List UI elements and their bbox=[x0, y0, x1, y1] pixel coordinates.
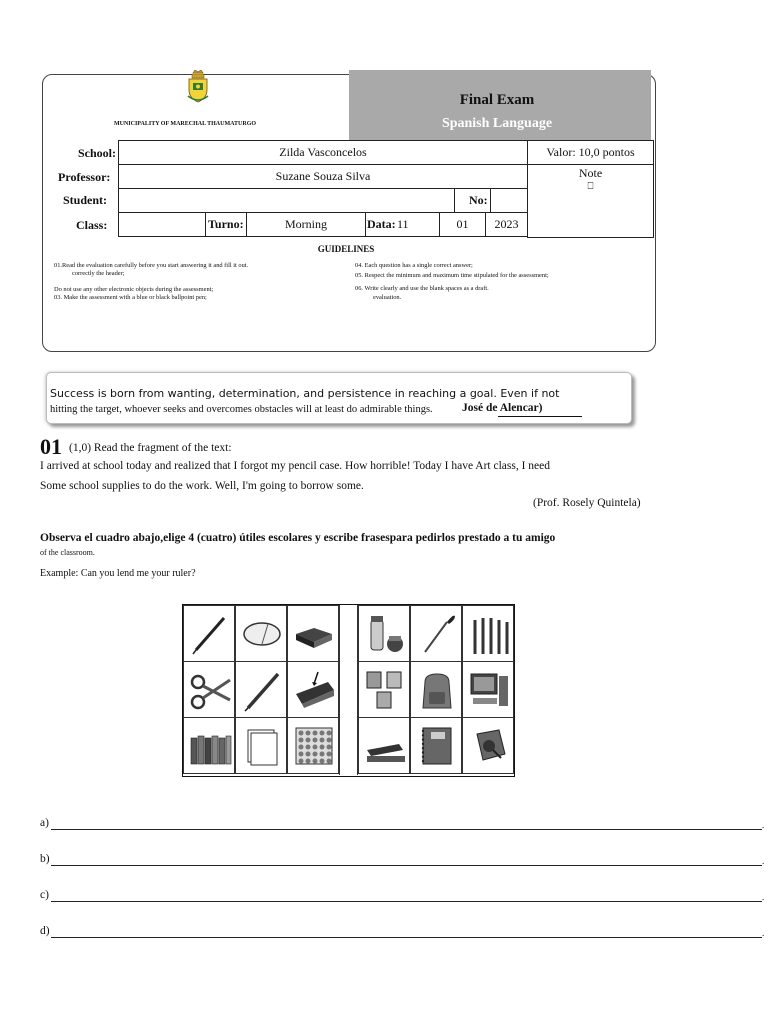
note-box-icon: ⎕ bbox=[587, 181, 594, 192]
grid-divider bbox=[339, 605, 358, 775]
guideline-right-2: 05. Respect the minimum and maximum time stipulated for the assessment; bbox=[355, 272, 549, 279]
class-field[interactable] bbox=[118, 212, 206, 237]
professor-label: Professor: bbox=[58, 170, 111, 184]
stickers-icon bbox=[363, 668, 407, 712]
grid-cell bbox=[462, 605, 514, 662]
class-label: Class: bbox=[76, 218, 108, 232]
guideline-left-1: 01.Read the evaluation carefully before you start answering it and fill it out. bbox=[54, 262, 249, 269]
book-icon bbox=[292, 612, 336, 656]
notebook-icon bbox=[415, 724, 459, 768]
grid-cell bbox=[358, 661, 410, 718]
grid-cell bbox=[287, 605, 339, 662]
pencil-case-icon bbox=[292, 668, 336, 712]
sticker-sheet-icon bbox=[292, 724, 336, 768]
stapler-icon bbox=[363, 724, 407, 768]
brush-icon bbox=[415, 612, 459, 656]
answer-label: c) bbox=[40, 889, 49, 901]
guideline-right-1: 04. Each question has a single correct answer; bbox=[355, 262, 473, 269]
turno-label: Turno: bbox=[208, 217, 244, 231]
question-number: 01 bbox=[40, 434, 62, 459]
instruction: Observa el cuadro abajo,elige 4 (cuatro) útiles escolares y escribe frasespara pedirlos prestado a tu amigo bbox=[40, 532, 556, 544]
school-value: Zilda Vasconcelos bbox=[279, 145, 367, 159]
quote-author: José de Alencar) bbox=[462, 402, 543, 414]
instruction-continuation: of the classroom. bbox=[40, 548, 95, 557]
municipality-name: MUNICIPALITY OF MARECHAL THAUMATURGO bbox=[113, 121, 257, 127]
answer-line[interactable] bbox=[51, 937, 762, 938]
quote-line-2: hitting the target, whoever seeks and overcomes obstacles will at least do admirable things. bbox=[50, 404, 433, 415]
grid-cell bbox=[183, 605, 235, 662]
no-field[interactable] bbox=[490, 188, 528, 213]
guideline-left-4: 03. Make the assessment with a blue or black ballpoint pen; bbox=[54, 294, 207, 301]
grid-cell bbox=[235, 661, 287, 718]
grid-cell bbox=[358, 717, 410, 774]
grid-cell bbox=[410, 605, 462, 662]
answer-line[interactable] bbox=[51, 865, 762, 866]
grid-cell bbox=[358, 605, 410, 662]
question-intro: (1,0) Read the fragment of the text: bbox=[69, 442, 232, 454]
glue-icon bbox=[363, 612, 407, 656]
guideline-left-3: Do not use any other electronic objects during the assessment; bbox=[54, 286, 214, 293]
answer-end-dot: . bbox=[762, 820, 765, 830]
crayons-icon bbox=[188, 724, 232, 768]
quote-underline bbox=[498, 416, 582, 417]
grid-cell bbox=[235, 717, 287, 774]
answer-end-dot: . bbox=[762, 856, 765, 866]
sharpener-icon bbox=[467, 724, 511, 768]
colored-pencils-icon bbox=[467, 612, 511, 656]
example-text: Example: Can you lend me your ruler? bbox=[40, 568, 196, 579]
grid-cell bbox=[410, 717, 462, 774]
answer-label: a) bbox=[40, 817, 49, 829]
answer-end-dot: . bbox=[762, 928, 765, 938]
pen-icon bbox=[240, 668, 284, 712]
student-field[interactable] bbox=[118, 188, 455, 213]
grid-cell bbox=[287, 717, 339, 774]
guideline-right-4: evaluation. bbox=[373, 294, 402, 301]
no-label: No: bbox=[469, 193, 488, 207]
turno-value: Morning bbox=[285, 217, 327, 231]
professor-value: Suzane Souza Silva bbox=[275, 169, 371, 183]
fragment-line-2: Some school supplies to do the work. Well, I'm going to borrow some. bbox=[40, 480, 364, 492]
answer-line[interactable] bbox=[51, 829, 762, 830]
grid-cell bbox=[287, 661, 339, 718]
note-label: Note bbox=[578, 166, 603, 180]
fragment-source: (Prof. Rosely Quintela) bbox=[533, 497, 641, 509]
grid-cell bbox=[183, 661, 235, 718]
grid-cell bbox=[462, 661, 514, 718]
answer-label: d) bbox=[40, 925, 50, 937]
quote-line-1: Success is born from wanting, determination, and persistence in reaching a goal. Even if not bbox=[50, 387, 560, 400]
grid-cell bbox=[183, 717, 235, 774]
guideline-right-3: 06. Write clearly and use the blank spaces as a draft. bbox=[355, 285, 489, 292]
grid-cell bbox=[235, 605, 287, 662]
backpack-icon bbox=[415, 668, 459, 712]
student-label: Student: bbox=[63, 193, 108, 207]
date-month: 01 bbox=[456, 217, 469, 231]
grid-cell bbox=[410, 661, 462, 718]
school-label: School: bbox=[78, 146, 117, 160]
answer-line[interactable] bbox=[51, 901, 762, 902]
municipality-crest-icon bbox=[186, 70, 210, 104]
pencil-icon bbox=[188, 612, 232, 656]
answer-end-dot: . bbox=[762, 892, 765, 902]
value-text: Valor: 10,0 pontos bbox=[546, 145, 635, 159]
eraser-icon bbox=[240, 612, 284, 656]
date-year: 2023 bbox=[494, 217, 519, 231]
paper-icon bbox=[240, 724, 284, 768]
fragment-line-1: I arrived at school today and realized that I forgot my pencil case. How horrible! Today I have Art class, I need bbox=[40, 460, 551, 472]
computer-icon bbox=[467, 668, 511, 712]
guidelines-title: GUIDELINES bbox=[317, 244, 375, 254]
data-label: Data: bbox=[367, 217, 396, 231]
exam-title: Final Exam bbox=[459, 92, 535, 108]
date-day: 11 bbox=[397, 217, 409, 231]
grid-cell bbox=[462, 717, 514, 774]
guideline-left-2: correctly the header; bbox=[72, 270, 125, 277]
answer-label: b) bbox=[40, 853, 50, 865]
scissors-icon bbox=[188, 668, 232, 712]
exam-subtitle: Spanish Language bbox=[441, 116, 553, 131]
